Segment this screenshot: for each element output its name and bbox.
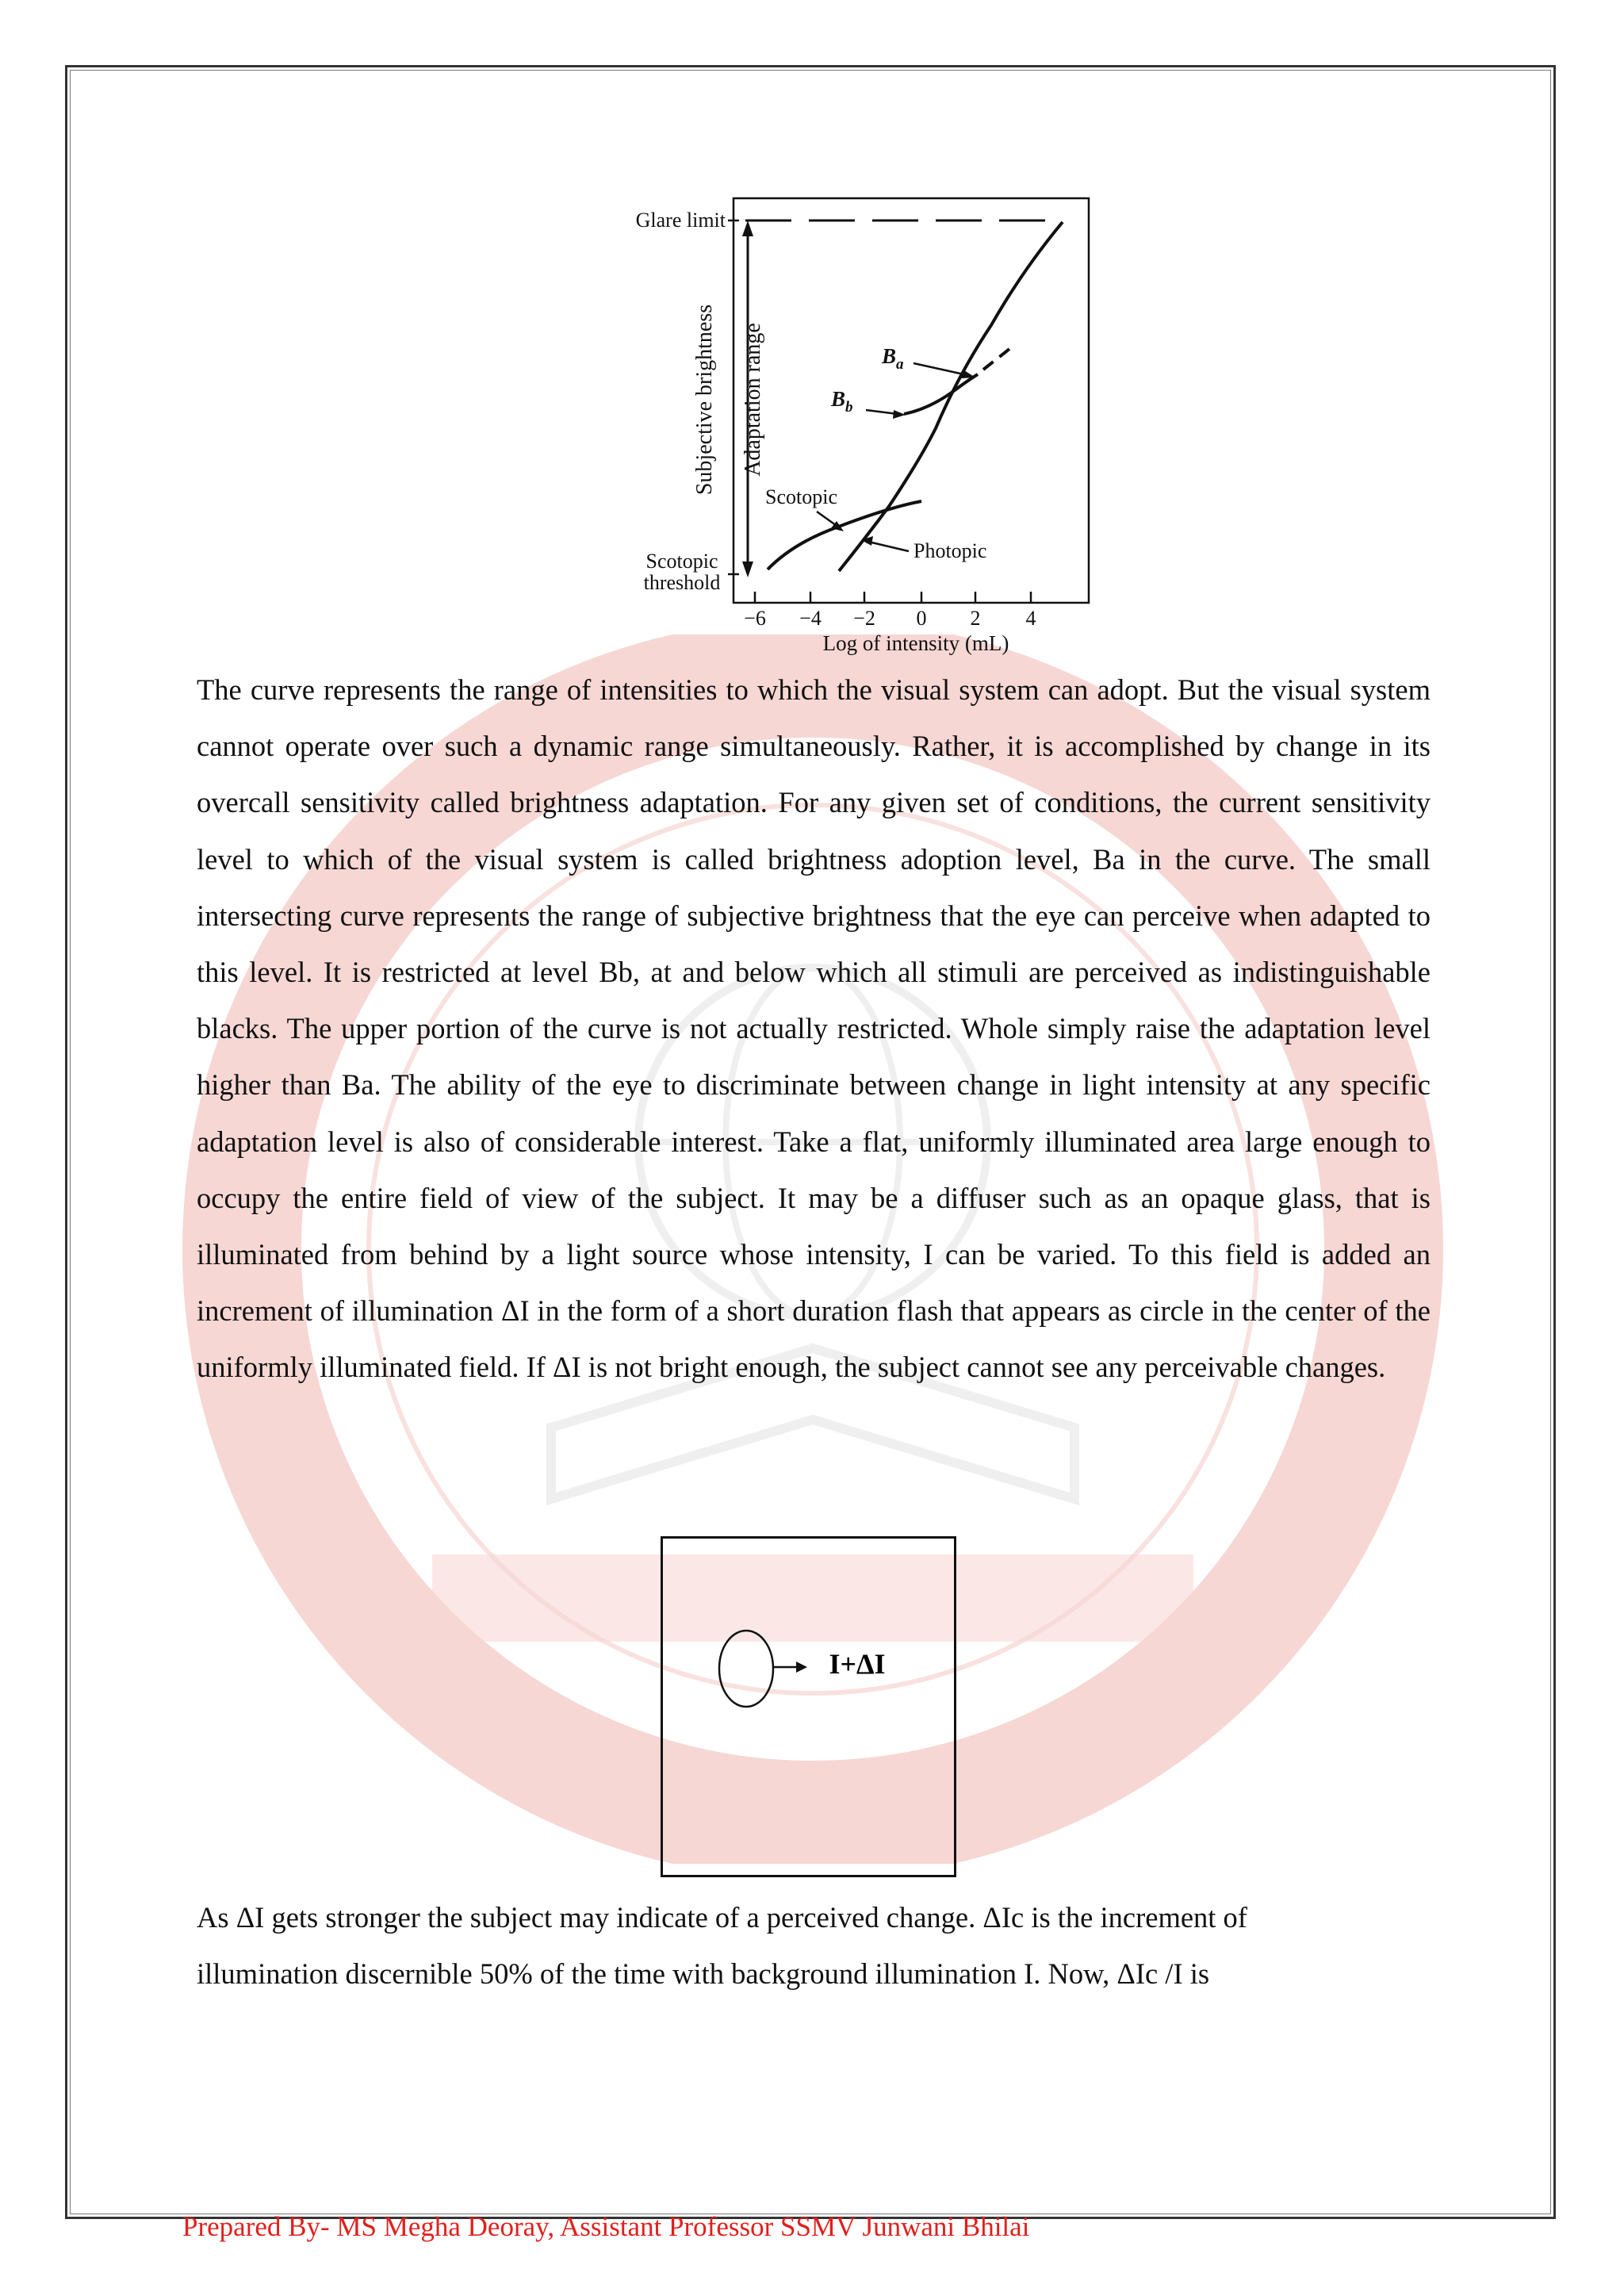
paragraph-2-line-2: illumination discernible 50% of the time with background illumination I. Now, ΔIc /I is: [197, 1957, 1210, 1991]
x-tick-label: 4: [1025, 607, 1036, 630]
scotopic-threshold-label-2: threshold: [643, 571, 721, 594]
increment-label: I+ΔI: [829, 1648, 886, 1680]
paragraph-2: [197, 1889, 1431, 2002]
footer-credit: Prepared By- MS Megha Deoray, Assistant Professor SSMV Junwani Bhilai: [182, 2211, 1030, 2242]
x-tick-label: −4: [799, 607, 822, 630]
x-axis-label: Log of intensity (mL): [822, 631, 1009, 655]
scotopic-curve: [768, 501, 921, 569]
x-tick-label: −6: [744, 607, 766, 630]
x-tick-label: −2: [853, 607, 875, 630]
scotopic-label: Scotopic: [765, 485, 837, 508]
adaptation-curve: [904, 374, 978, 414]
y-axis-label: Subjective brightness: [692, 304, 717, 496]
photopic-label: Photopic: [914, 539, 987, 562]
arrow-head-icon: [796, 1662, 807, 1673]
brightness-adaptation-figure: [555, 190, 1110, 658]
adaptation-range-label: Adaptation range: [741, 323, 765, 477]
illumination-field-diagram: [663, 1539, 954, 1875]
x-tick-label: 2: [970, 607, 981, 630]
x-tick-label: 0: [916, 607, 927, 630]
glare-limit-label: Glare limit: [635, 209, 726, 232]
scotopic-threshold-label-1: Scotopic: [645, 550, 718, 573]
adaptation-curve-dashed: [983, 346, 1013, 370]
paragraph-2-line-1: As ΔI gets stronger the subject may indicate of a perceived change. ΔIc is the increment of: [197, 1901, 1247, 1934]
illumination-field-box: [661, 1536, 956, 1877]
ba-label: $B_a$: [882, 344, 904, 373]
bb-label: $B_b$: [831, 387, 853, 416]
flash-circle: [719, 1631, 773, 1707]
paragraph-1: The curve represents the range of intensities to which the visual system can adopt. But the visual system cannot operate over such a dynamic range simultaneously. Rather, it is accomplished by change in its overcall sensitivity called brightness adaptation. For any given set of conditions, the current sensitivity level to which of the visual system is called brightness adoption level, Ba in the curve. The small intersecting curve represents the range of subjective brightness that the eye can perceive when adapted to this level. It is restricted at level Bb, at and below which all stimuli are perceived as indistinguishable blacks. The upper portion of the curve is not actually restricted. Whole simply raise the adaptation level higher than Ba. The ability of the eye to discriminate between change in light intensity at any specific adaptation level is also of considerable interest. Take a flat, uniformly illuminated area large enough to occupy the entire field of view of the subject. It may be a diffuser such as an opaque glass, that is illuminated from behind by a light source whose intensity, I can be varied. To this field is added an increment of illumination ΔI in the form of a short duration flash that appears as circle in the center of the uniformly illuminated field. If ΔI is not bright enough, the subject cannot see any perceivable changes.: [197, 673, 1431, 1384]
photopic-curve: [839, 222, 1063, 571]
